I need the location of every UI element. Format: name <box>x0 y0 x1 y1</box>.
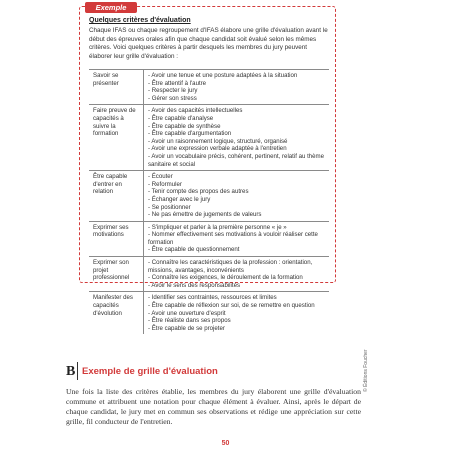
page-number: 50 <box>221 440 230 447</box>
example-tag: Exemple <box>85 2 137 13</box>
criteria-item: - Connaître les exigences, le déroulement de la formation <box>148 274 303 282</box>
body-paragraph: Une fois la liste des critères établie, les membres du jury élaborent une grille d'évaluation commune et attribuent une notation pour chaque élément à évaluer. Ainsi, après le départ de chaque candidat, le jury met en commun ses observations et rédige une appréciation sur cette grille, fil conducteur de l'entretien. <box>66 387 361 426</box>
criteria-item: - Échanger avec le jury <box>148 195 211 203</box>
criteria-item: - Avoir une tenue et une posture adaptées à la situation <box>148 72 298 79</box>
criteria-item: - Se positionner <box>148 203 191 211</box>
section-title: Exemple de grille d'évaluation <box>82 366 218 377</box>
criteria-label: Exprimer son projet professionnel <box>89 257 144 292</box>
criteria-item: - Être capable de synthèse <box>148 122 221 130</box>
criteria-item: - Gérer son stress <box>148 94 197 102</box>
criteria-item: - Avoir une ouverture d'esprit <box>148 309 226 317</box>
criteria-label: Être capable d'entrer en relation <box>89 171 144 222</box>
criteria-item: - Connaître les caractéristiques de la profession : orientation, missions, avantages, inconvénients <box>148 259 313 274</box>
criteria-item: - Ne pas émettre de jugements de valeurs <box>148 211 262 219</box>
criteria-heading-text: Quelques critères d'évaluation <box>89 17 191 24</box>
criteria-row <box>89 70 329 105</box>
criteria-item: - Être capable de questionnement <box>148 246 240 254</box>
section-divider <box>77 362 78 380</box>
criteria-item: - Respecter le jury <box>148 87 198 95</box>
criteria-item: - Avoir une expression verbale adaptée à l'entretien <box>148 145 287 153</box>
criteria-label: Manifester des capacités d'évolution <box>89 292 144 334</box>
side-credit: © Éditions Foucher <box>363 349 369 392</box>
criteria-item: - Être capable d'analyse <box>148 114 214 122</box>
criteria-items <box>144 221 330 256</box>
criteria-row <box>89 105 329 171</box>
criteria-item: - Tenir compte des propos des autres <box>148 188 249 196</box>
intro-paragraph: Chaque IFAS ou chaque regroupement d'IFAS élabore une grille d'évaluation avant le début des épreuves orales afin que chaque candidat soit évalué selon les mêmes critères. Voici quelques critères à partir desquels les membres du jury peuvent élaborer leur grille d'évaluation : <box>89 27 328 60</box>
criteria-item: - Écouter <box>148 173 173 181</box>
criteria-item: - Avoir le sens des responsabilités <box>148 281 241 289</box>
criteria-label: Faire preuve de capacités à suivre la formation <box>89 105 144 171</box>
criteria-row <box>89 221 329 256</box>
criteria-items <box>144 292 330 334</box>
criteria-item: - S'impliquer et parler à la première personne « je » <box>148 223 287 231</box>
criteria-heading <box>89 17 191 24</box>
criteria-item: - Avoir un vocabulaire précis, cohérent, pertinent, relatif au thème sanitaire et social <box>148 152 325 168</box>
criteria-item: - Être capable de se projeter <box>148 324 225 332</box>
criteria-items <box>144 257 330 292</box>
criteria-items <box>144 70 330 105</box>
criteria-item: - Être capable de réflexion sur soi, de se remettre en question <box>148 302 315 310</box>
criteria-table <box>89 69 329 334</box>
criteria-item: - Être réaliste dans ses propos <box>148 317 231 325</box>
criteria-row <box>89 257 329 292</box>
criteria-label: Exprimer ses motivations <box>89 221 144 256</box>
criteria-item: - Avoir un raisonnement logique, structuré, organisé <box>148 137 288 145</box>
criteria-item: - Identifier ses contraintes, ressources et limites <box>148 294 277 302</box>
criteria-item: - Avoir des capacités intellectuelles <box>148 107 243 115</box>
section-letter: B <box>66 364 76 379</box>
criteria-row <box>89 292 329 334</box>
criteria-items <box>144 105 330 171</box>
criteria-items <box>144 171 330 222</box>
criteria-row <box>89 171 329 222</box>
criteria-label: Savoir se présenter <box>89 70 144 105</box>
criteria-item: - Nommer effectivement ses motivations à vouloir réaliser cette formation <box>148 231 318 246</box>
criteria-item: - Reformuler <box>148 180 182 188</box>
criteria-item: - Être attentif à l'autre <box>148 79 207 87</box>
criteria-item: - Être capable d'argumentation <box>148 130 232 138</box>
